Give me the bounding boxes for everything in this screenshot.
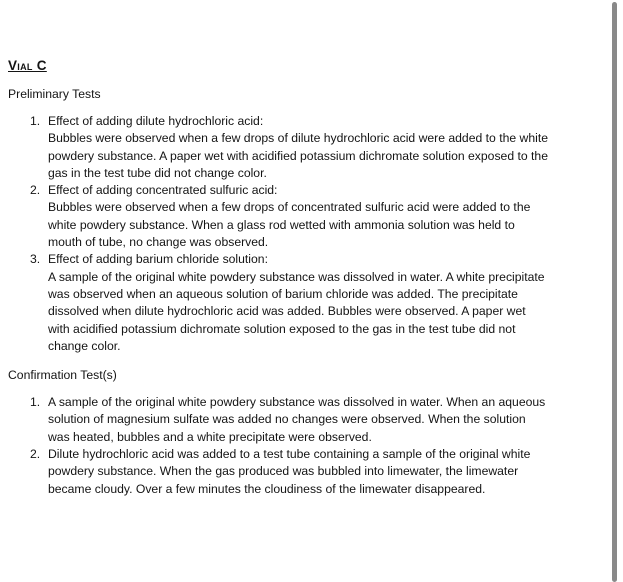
list-item [8,446,553,498]
list-item-number: 2. [30,447,41,462]
confirmation-tests-list [8,394,553,498]
list-item [8,394,553,446]
list-item [8,182,553,251]
list-item-text [48,113,548,182]
test-description: A sample of the original white powdery substance was dissolved in water. A white precipitate was observed when an aqueous solution of barium chloride was added. The precipitate dissolved when dilute hydrochloric acid was added. Bubbles were observed. A paper wet with acidified potassium dichromate solution exposed to the gas in the test tube did not change color. [48,269,545,353]
scrollbar-thumb[interactable] [612,2,617,582]
test-description: Bubbles were observed when a few drops of concentrated sulfuric acid were added to the white powdery substance. When a glass rod wetted with ammonia solution was held to mouth of tube, no change was observed. [48,200,531,250]
test-description: Bubbles were observed when a few drops of dilute hydrochloric acid were added to the white powdery substance. A paper wet with acidified potassium dichromate solution exposed to the gas in the test tube did not change color. [48,131,548,180]
list-item-text [48,182,548,251]
test-title: Effect of adding dilute hydrochloric acid: [48,114,264,128]
test-title: Effect of adding barium chloride solution: [48,252,268,267]
list-item [8,251,553,355]
section-confirmation-tests [8,368,553,498]
list-item-number: 1. [30,395,41,410]
preliminary-tests-list [8,113,553,355]
test-title: Effect of adding concentrated sulfuric acid: [48,183,278,198]
list-item-number: 2. [30,183,41,198]
section-heading-confirmation-tests: Confirmation Test(s) [8,368,117,383]
section-preliminary-tests [8,87,553,355]
section-heading-preliminary-tests: Preliminary Tests [8,87,101,101]
list-item-text [48,394,548,446]
list-item-number: 3. [30,252,41,267]
test-description: Dilute hydrochloric acid was added to a test tube containing a sample of the original white powdery substance. When the gas produced was bubbled into limewater, the limewater became cloudy. Over a few minutes the cloudiness of the limewater disappeared. [48,447,531,496]
list-item-text [48,251,548,355]
test-description: A sample of the original white powdery substance was dissolved in water. When an aqueous solution of magnesium sulfate was added no changes were observed. When the solution was heated, bubbles and a white precipitate were observed. [48,395,546,444]
list-item [8,113,553,182]
document-title: Vial C [8,58,47,73]
list-item-text [48,446,548,498]
list-item-number: 1. [30,114,41,128]
